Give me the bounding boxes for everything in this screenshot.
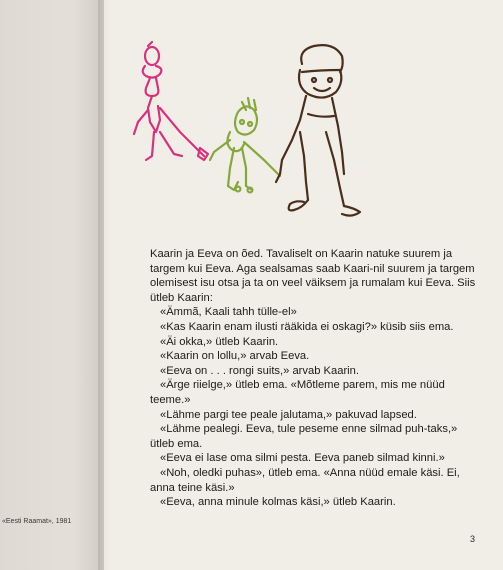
story-paragraph: Kaarin ja Eeva on õed. Tavaliselt on Kaarin natuke suurem ja targem kui Eeva. Aga sealsamas saab Kaari-nil suurem ja targem olemisest isu otsa ja ta on veel väiksem ja rumalam kui Eeva. Siis ütleb Kaarin: (150, 248, 476, 304)
story-text (150, 247, 476, 510)
story-paragraph: «Eeva ei lase oma silmi pesta. Eeva paneb silmad kinni.» (160, 452, 445, 465)
story-paragraph: «Ärge riielge,» ütleb ema. «Mõtleme parem, mis me nüüd teeme.» (150, 379, 445, 406)
story-paragraph: «Noh, oledki puhas», ütleb ema. «Anna nüüd emale käsi. Ei, anna teine käsi.» (150, 466, 460, 494)
story-paragraph: «Äi okka,» ütleb Kaarin. (160, 335, 279, 348)
story-paragraph: «Kaarin on lollu,» arvab Eeva. (160, 350, 310, 363)
green-figure-drawing (210, 98, 280, 192)
story-paragraph: «Kas Kaarin enam ilusti rääkida ei oskagi?» küsib siis ema. (160, 320, 454, 333)
story-paragraph: «Eeva, anna minule kolmas käsi,» ütleb Kaarin. (160, 496, 396, 509)
brown-figure-drawing (276, 45, 360, 215)
story-paragraph: «Lähme pargi tee peale jalutama,» pakuvad lapsed. (160, 408, 417, 421)
child-drawing-illustration (130, 36, 380, 226)
magenta-figure-drawing (134, 42, 208, 160)
page-number: 3 (470, 534, 476, 544)
facing-page (0, 0, 104, 570)
book-gutter (98, 0, 112, 570)
story-paragraph: «Lähme pealegi. Eeva, tule peseme enne silmad puh-taks,» ütleb ema. (150, 423, 458, 450)
publisher-credit: «Eesti Raamat», 1981 (2, 518, 72, 525)
story-paragraph: «Ämmã, Kaali tahh tülle-el» (160, 306, 297, 319)
story-paragraph: «Eeva on . . . rongi suits,» arvab Kaarin. (160, 364, 359, 377)
